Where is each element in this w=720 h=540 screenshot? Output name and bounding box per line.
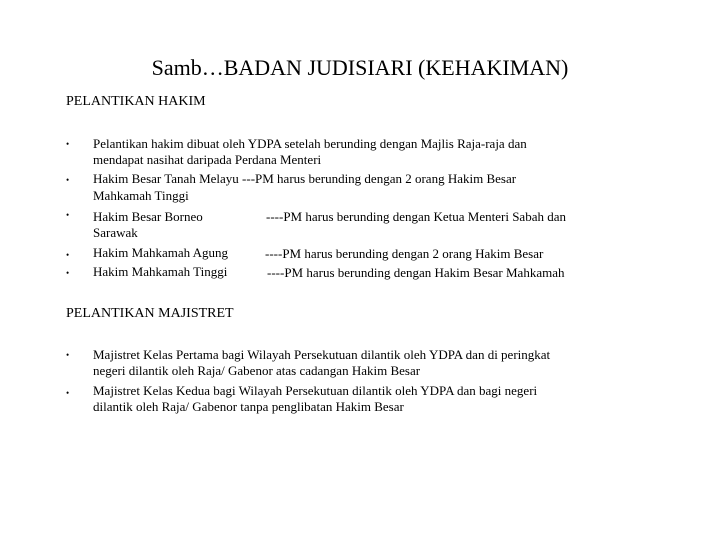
- list-item-line: Hakim Besar Tanah Melayu ---PM harus berunding dengan 2 orang Hakim Besar: [93, 171, 517, 186]
- bullet-marker: •: [66, 350, 70, 360]
- list-item-line: dilantik oleh Raja/ Gabenor tanpa penglibatan Hakim Besar: [93, 399, 404, 414]
- list-item-line: Mahkamah Tinggi: [93, 188, 189, 203]
- bullet-marker: •: [66, 210, 70, 220]
- bullet-marker: •: [66, 250, 70, 260]
- list-item-line: Pelantikan hakim dibuat oleh YDPA setelah berunding dengan Majlis Raja-raja dan: [93, 136, 527, 151]
- list-item-line: Sarawak: [93, 225, 138, 240]
- list-item-line: Majistret Kelas Pertama bagi Wilayah Persekutuan dilantik oleh YDPA dan di peringkat: [93, 347, 551, 362]
- section-heading-pelantikan-hakim: PELANTIKAN HAKIM: [66, 94, 206, 109]
- list-item-line: negeri dilantik oleh Raja/ Gabenor atas cadangan Hakim Besar: [93, 363, 421, 378]
- list-item-line-right: ----PM harus berunding dengan Ketua Menteri Sabah dan: [266, 209, 566, 224]
- section-heading-pelantikan-majistret: PELANTIKAN MAJISTRET: [66, 306, 234, 321]
- list-item-line: Majistret Kelas Kedua bagi Wilayah Persekutuan dilantik oleh YDPA dan bagi negeri: [93, 383, 538, 398]
- bullet-marker: •: [66, 268, 70, 278]
- bullet-marker: •: [66, 139, 70, 149]
- list-item-line: Hakim Mahkamah Agung: [93, 245, 229, 260]
- list-item-line: Hakim Mahkamah Tinggi: [93, 264, 228, 279]
- bullet-marker: •: [66, 175, 70, 185]
- list-item-line-right: ----PM harus berunding dengan 2 orang Hakim Besar: [265, 246, 544, 261]
- list-item-line: mendapat nasihat daripada Perdana Menteri: [93, 152, 322, 167]
- page-title: Samb…BADAN JUDISIARI (KEHAKIMAN): [151, 55, 569, 80]
- list-item-line: Hakim Besar Borneo: [93, 209, 203, 224]
- bullet-marker: •: [66, 388, 70, 398]
- list-item-line-right: ----PM harus berunding dengan Hakim Besar Mahkamah: [267, 265, 565, 280]
